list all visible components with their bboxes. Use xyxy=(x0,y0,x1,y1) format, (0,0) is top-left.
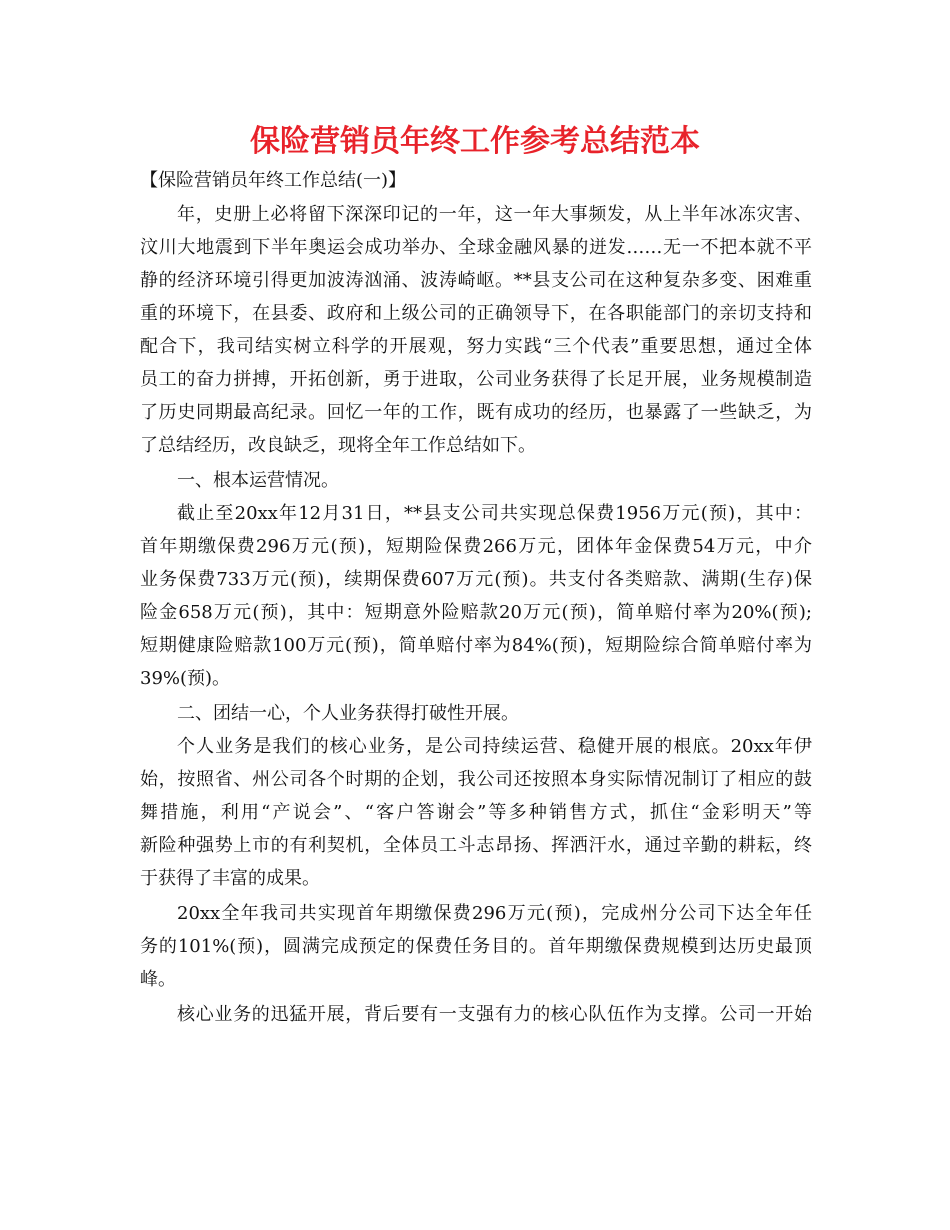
text-line: 核心业务的迅猛开展，背后要有一支强有力的核心队伍作为支撑。公司一开始 xyxy=(177,1004,812,1025)
document-subtitle: 【保险营销员年终工作总结(一)】 xyxy=(140,170,407,191)
section-heading: 一、根本运营情况。 xyxy=(177,470,339,491)
text-line: 截止至20xx年12月31日，**县支公司共实现总保费1956万元(预)，其中： xyxy=(177,503,812,524)
text-line: 静的经济环境引得更加波涛汹涌、波涛崎岖。**县支公司在这种复杂多变、困难重 xyxy=(140,270,812,291)
text-line: 重的环境下，在县委、政府和上级公司的正确领导下，在各职能部门的亲切支持和 xyxy=(140,303,812,324)
text-line: 配合下，我司结实树立科学的开展观，努力实践“三个代表”重要思想，通过全体 xyxy=(140,336,812,357)
document-title: 保险营销员年终工作参考总结范本 xyxy=(250,124,700,159)
text-line: 首年期缴保费296万元(预)，短期险保费266万元，团体年金保费54万元，中介 xyxy=(140,536,812,557)
text-line: 始，按照省、州公司各个时期的企划，我公司还按照本身实际情况制订了相应的鼓 xyxy=(140,769,812,790)
text-line: 20xx全年我司共实现首年期缴保费296万元(预)，完成州分公司下达全年任 xyxy=(177,903,812,924)
text-line: 于获得了丰富的成果。 xyxy=(140,868,320,889)
text-line: 务的101%(预)，圆满完成预定的保费任务目的。首年期缴保费规模到达历史最顶 xyxy=(140,936,812,957)
text-line: 舞措施，利用“产说会”、“客户答谢会”等多种销售方式，抓住“金彩明天”等 xyxy=(140,802,812,823)
text-line: 业务保费733万元(预)，续期保费607万元(预)。共支付各类赔款、满期(生存)保 xyxy=(140,569,812,590)
text-line: 员工的奋力拼搏，开拓创新，勇于进取，公司业务获得了长足开展，业务规模制造 xyxy=(140,369,812,390)
text-line: 个人业务是我们的核心业务，是公司持续运营、稳健开展的根底。20xx年伊 xyxy=(177,736,812,757)
text-line: 了历史同期最高纪录。回忆一年的工作，既有成功的经历，也暴露了一些缺乏，为 xyxy=(140,402,812,423)
text-line: 了总结经历，改良缺乏，现将全年工作总结如下。 xyxy=(140,435,536,456)
text-line: 39%(预)。 xyxy=(140,668,231,689)
text-line: 汶川大地震到下半年奥运会成功举办、全球金融风暴的迸发……无一不把本就不平 xyxy=(140,237,812,258)
text-line: 峰。 xyxy=(140,969,176,990)
text-line: 年，史册上必将留下深深印记的一年，这一年大事频发，从上半年冰冻灾害、 xyxy=(177,204,812,225)
section-heading: 二、团结一心，个人业务获得打破性开展。 xyxy=(177,703,519,724)
text-line: 短期健康险赔款100万元(预)，简单赔付率为84%(预)，短期险综合简单赔付率为 xyxy=(140,635,812,656)
text-line: 险金658万元(预)，其中：短期意外险赔款20万元(预)，简单赔付率为20%(预); xyxy=(140,602,812,623)
text-line: 新险种强势上市的有利契机，全体员工斗志昂扬、挥洒汗水，通过辛勤的耕耘，终 xyxy=(140,835,812,856)
